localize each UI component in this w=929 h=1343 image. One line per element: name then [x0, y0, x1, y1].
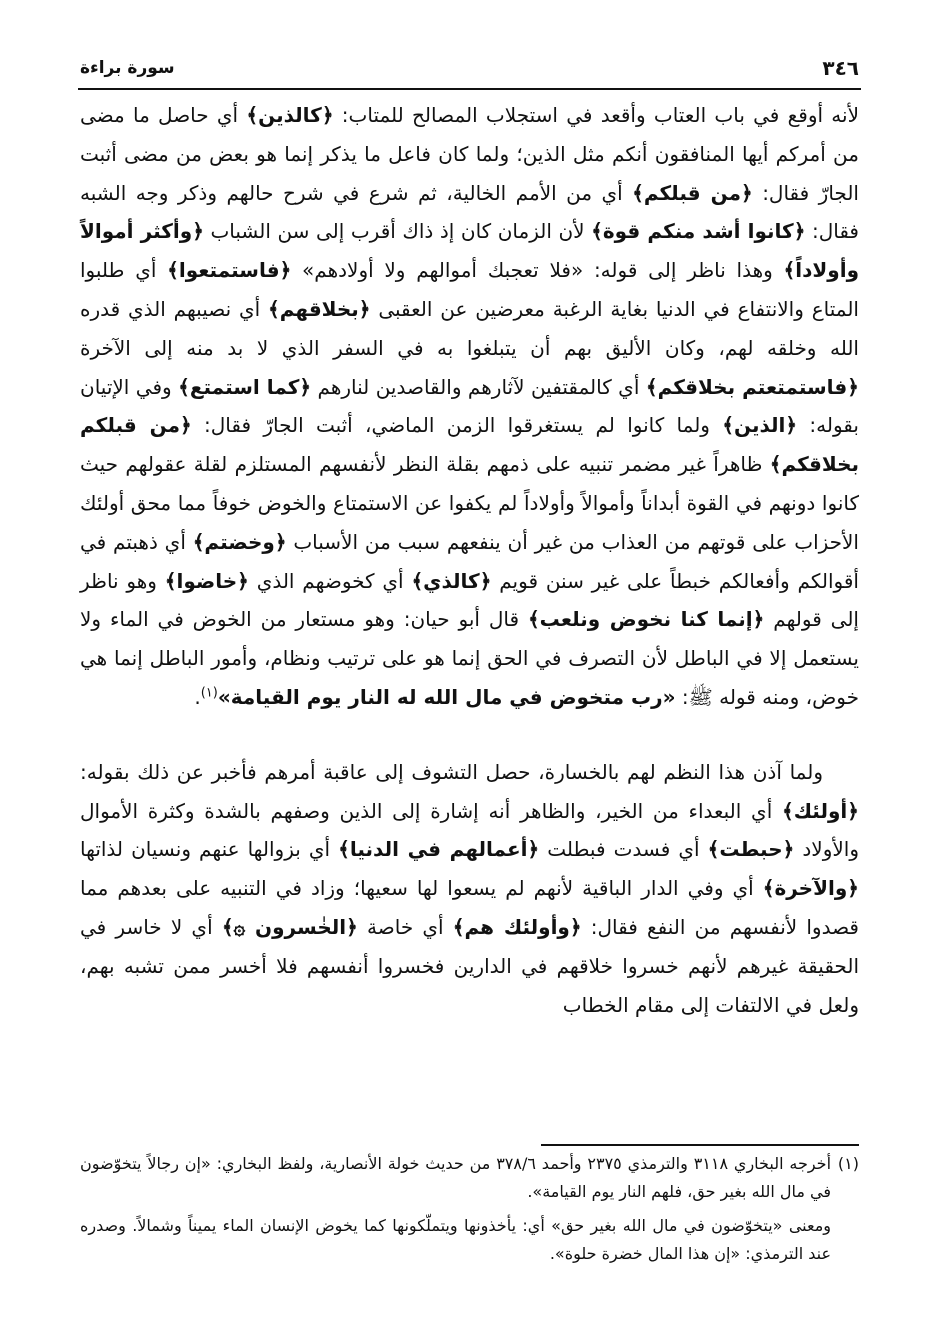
page-header	[78, 56, 861, 86]
text-run: وهو ناظر إلى قولهم	[80, 568, 859, 632]
text-run: لأنه أوقع في باب العتاب وأقعد في استجلاب المصالح للمتاب:	[333, 103, 860, 127]
text-run: أي لا خاسر في الحقيقة غيرهم لأنهم خسروا خلاقهم في الدارين فخسروا أنفسهم فلا أخسر ممن تشبه بهم، ولعل في الالتفات إلى مقام الخطاب	[80, 914, 859, 1017]
text-run: ظاهراً غير مضمر تنبيه على ذمهم بقلة النظر لأنفسهم المستلزم لقلة عقولهم حيث كانوا دونهم في القوة أبداناً وأموالاً وأولاداً لم يكفوا عن الاستمتاع والخوض خوفاً مما محق أولئك الأحزاب على قوتهم من العذاب من غير أن ينفعهم سبب من الأسباب	[80, 452, 859, 554]
text-run: لأن الزمان كان إذ ذاك أقرب إلى سن الشباب	[203, 219, 592, 244]
text-run: أي البعداء من الخير، والظاهر أنه إشارة إلى الذين وصفهم بالشدة وكثرة الأموال والأولاد	[80, 798, 859, 862]
quran-citation: ﴿ وأولئك هم ﴾	[453, 915, 582, 939]
text-run: أي كخوضهم الذي	[248, 568, 412, 593]
text-run: .	[194, 684, 201, 709]
footnote-1	[80, 1150, 859, 1206]
text-run: أي من الأمم الخالية، ثم شرع في شرح حالهم وذكر وجه الشبه فقال:	[80, 180, 859, 244]
paragraph-1	[80, 96, 859, 717]
footnote-1-continuation	[80, 1212, 859, 1268]
quran-citation: ﴿ كانوا أشد منكم قوة ﴾	[591, 219, 805, 243]
quran-citation: ﴿ فاستمتعتم بخلاقكم ﴾	[646, 375, 859, 399]
text-run: أي فسدت فبطلت	[539, 837, 708, 862]
footnote-text: ومعنى «يتخوّضون في مال الله بغير حق» أي: يأخذونها ويتملّكونها كما يخوض الإنسان الماء يميناً وشمالاً. وصدره عند الترمذي: «إن هذا المال خضرة حلوة».	[80, 1216, 831, 1263]
quran-citation: ﴿ كالذين ﴾	[246, 103, 333, 127]
quran-citation: ﴿ الذين ﴾	[722, 413, 797, 437]
quran-citation: ﴿ من قبلكم بخلاقكم ﴾	[80, 413, 859, 476]
text-run: قال أبو حيان: وهو مستعار من الخوض في الماء ولا يستعمل إلا في الباطل لأن التصرف في الحق إنما هو على ترتيب ونظام، وأمور الباطل إنما هي خوض، ومنه قوله ﷺ:	[80, 607, 859, 709]
quran-citation: ﴿ خاضوا ﴾	[165, 569, 249, 593]
text-run: أي ذهبتم في أقوالكم وأفعالكم خبطاً على غير سنن قويم	[80, 529, 859, 593]
quran-citation: ﴿ كما استمتع ﴾	[178, 375, 311, 399]
quran-citation: ﴿ إنما كنا نخوض ونلعب ﴾	[528, 607, 764, 631]
surah-title: سورة براءة	[80, 58, 175, 78]
quran-citation: ﴿ الخٰسرون ۞ ﴾	[222, 915, 358, 939]
quran-citation: ﴿ من قبلكم ﴾	[632, 181, 753, 205]
quran-citation: ﴿ بخلاقهم ﴾	[268, 297, 371, 321]
text-run: أي خاصة	[357, 914, 453, 939]
page-number: ٣٤٦	[822, 56, 859, 80]
text-run: وهذا ناظر إلى قوله: «فلا تعجبك أموالهم ولا أولادهم»	[291, 258, 784, 283]
footnote-ref[interactable]: (١)	[200, 685, 218, 701]
text-run: أي كالمقتفين لآثارهم والقاصدين لنارهم	[311, 374, 646, 399]
quran-citation: ﴿ وخضتم ﴾	[193, 530, 287, 554]
text-run: أي حاصل ما مضى من أمركم أيها المنافقون أنكم مثل الذين؛ ولما كان فاعل ما يذكر إنما هو بعض من مضى أثبت الجارّ فقال:	[80, 103, 859, 205]
footnote-divider	[541, 1144, 859, 1146]
text-run: أي طلبوا المتاع والانتفاع في الدنيا بغاية الرغبة معرضين عن العقبى	[80, 258, 859, 321]
quran-citation: ﴿ كالذي ﴾	[411, 569, 491, 593]
text-run: أي بزوالها عنهم ونسيان لذاتها	[80, 837, 339, 862]
text-run: أي وفي الدار الباقية لأنهم لم يسعوا لها سعيها؛ وزاد في التنبيه على بعدهم مما قصدوا لأنفسهم من النفع فقال:	[80, 876, 859, 939]
text-run: ولما آذن هذا النظم لهم بالخسارة، حصل التشوف إلى عاقبة أمرهم فأخبر عن ذلك بقوله:	[80, 759, 823, 784]
quran-citation: ﴿ فاستمتعوا ﴾	[167, 258, 291, 282]
footnote-text: أخرجه البخاري ٣١١٨ والترمذي ٢٣٧٥ وأحمد ٣٧٨/٦ من حديث خولة الأنصارية، ولفظ البخاري: «إن رجالاً يتخوّضون في مال الله بغير حق، فلهم النار يوم القيامة».	[80, 1154, 832, 1201]
main-text	[80, 96, 859, 1024]
quran-citation: ﴿ وأكثر أموالاً وأولاداً ﴾	[80, 219, 859, 282]
text-run: ولما كانوا لم يستغرقوا الزمن الماضي، أثبت الجارّ فقال:	[191, 413, 723, 438]
quran-citation: ﴿ حبطت ﴾	[708, 837, 795, 861]
quran-citation: ﴿ أولئك ﴾	[782, 799, 859, 823]
text-run: وفي الإتيان بقوله:	[80, 374, 859, 438]
hadith-quote: «رب متخوض في مال الله له النار يوم القيامة»	[217, 684, 676, 709]
quran-citation: ﴿ أعمالهم في الدنيا ﴾	[338, 837, 539, 861]
paragraph-2	[80, 753, 859, 1025]
quran-citation: ﴿ والآخرة ﴾	[763, 876, 859, 900]
header-divider	[78, 88, 861, 90]
footnote-number: (١)	[837, 1154, 859, 1173]
footnotes	[80, 1150, 859, 1268]
text-run: أي نصيبهم الذي قدره الله وخلقه لهم، وكان الأليق بهم أن يتبلغوا به في السفر الذي لا بد منه إلى الآخرة	[80, 296, 859, 360]
